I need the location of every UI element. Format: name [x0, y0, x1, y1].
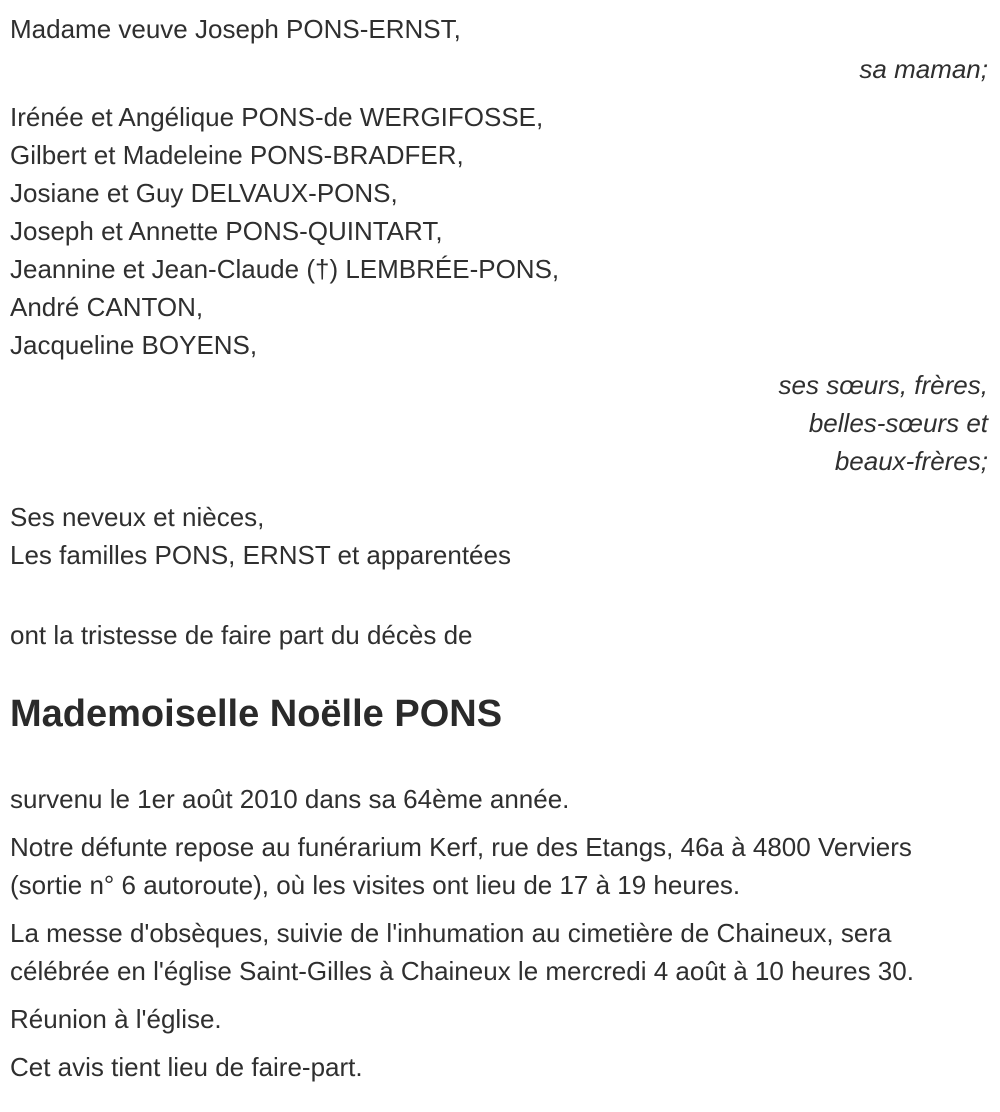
siblings-block	[10, 98, 988, 364]
sibling-line: Gilbert et Madeleine PONS-BRADFER,	[10, 140, 464, 170]
sibling-line: Jeannine et Jean-Claude (†) LEMBRÉE-PONS,	[10, 254, 560, 284]
siblings-relation-line: ses sœurs, frères,	[778, 370, 988, 400]
sibling-line: Joseph et Annette PONS-QUINTART,	[10, 216, 443, 246]
siblings-relation-line: belles-sœurs et	[808, 408, 988, 438]
detail-paragraph-notice: Cet avis tient lieu de faire-part.	[10, 1052, 363, 1082]
other-relatives-line: Les familles PONS, ERNST et apparentées	[10, 540, 511, 570]
other-relatives-line: Ses neveux et nièces,	[10, 502, 265, 532]
sibling-line: Josiane et Guy DELVAUX-PONS,	[10, 178, 398, 208]
siblings-relation-line: beaux-frères;	[834, 446, 988, 476]
details-block	[10, 780, 988, 1086]
other-relatives-block	[10, 498, 988, 574]
detail-paragraph-death-date: survenu le 1er août 2010 dans sa 64ème année.	[10, 784, 570, 814]
detail-paragraph-meeting: Réunion à l'église.	[10, 1004, 222, 1034]
sibling-line: André CANTON,	[10, 292, 204, 322]
mother-relation: sa maman;	[859, 54, 988, 84]
sibling-line: Irénée et Angélique PONS-de WERGIFOSSE,	[10, 102, 544, 132]
deceased-name: Mademoiselle Noëlle PONS	[10, 693, 503, 735]
siblings-relation-block	[10, 366, 988, 480]
mother-line: Madame veuve Joseph PONS-ERNST,	[10, 14, 461, 44]
announcement-line: ont la tristesse de faire part du décès de	[10, 620, 473, 650]
detail-paragraph-mass: La messe d'obsèques, suivie de l'inhumation au cimetière de Chaineux, sera célébrée en l'église Saint-Gilles à Chaineux le mercredi 4 août à 10 heures 30.	[10, 918, 914, 986]
sibling-line: Jacqueline BOYENS,	[10, 330, 258, 360]
detail-paragraph-funerarium: Notre défunte repose au funérarium Kerf, rue des Etangs, 46a à 4800 Verviers (sortie n° 6 autoroute), où les visites ont lieu de 17 à 19 heures.	[10, 832, 912, 900]
